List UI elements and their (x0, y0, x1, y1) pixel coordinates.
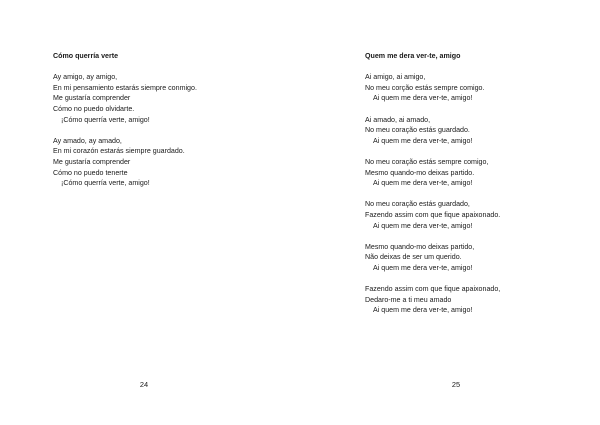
refrain-line: Ai quem me dera ver-te, amigo! (373, 306, 473, 315)
page-number: 25 (451, 380, 461, 389)
verse-line: Ai amado, ai amado, (365, 115, 431, 124)
poem-title: Cómo querría verte (53, 52, 119, 60)
verse-line: En mi pensamiento estarás siempre conmigo. (53, 83, 197, 92)
verse-line: Mesmo quando-mo deixas partido. (365, 168, 475, 177)
verse-line: No meu corção estás sempre comigo. (365, 83, 485, 92)
stanza (365, 284, 500, 316)
verse-line: No meu coração estás guardado, (365, 200, 470, 209)
refrain-line: Ai quem me dera ver-te, amigo! (373, 179, 473, 188)
poem-left (53, 51, 197, 199)
verse-line: Cómo no puedo tenerte (53, 168, 128, 177)
verse-line: En mi corazón estarás siempre guardado. (53, 147, 185, 156)
stanza (365, 72, 500, 104)
refrain-line: Ai quem me dera ver-te, amigo! (373, 263, 473, 272)
stanza (53, 136, 197, 189)
stanza (365, 242, 500, 274)
stanza (365, 115, 500, 147)
refrain-line: Ai quem me dera ver-te, amigo! (373, 136, 473, 145)
verse-line: Fazendo assim com que fique apaixonado. (365, 210, 501, 219)
right-page (300, 0, 600, 425)
refrain-line: ¡Cómo querría verte, amigo! (61, 115, 150, 124)
verse-line: Ay amado, ay amado, (53, 136, 122, 145)
verse-line: No meu coração estás guardado. (365, 126, 470, 135)
verse-line: No meu coração estás sempre comigo, (365, 157, 489, 166)
stanza (365, 199, 500, 231)
stanza (53, 72, 197, 125)
page-number: 24 (139, 380, 149, 389)
refrain-line: Ai quem me dera ver-te, amigo! (373, 221, 473, 230)
poem-title: Quem me dera ver-te, amigo (365, 52, 461, 60)
refrain-line: Ai quem me dera ver-te, amigo! (373, 94, 473, 103)
verse-line: Ay amigo, ay amigo, (53, 73, 118, 82)
verse-line: Me gustaría comprender (53, 94, 131, 103)
verse-line: Dedaro-me a ti meu amado (365, 295, 452, 304)
verse-line: Me gustaría comprender (53, 157, 131, 166)
stanza (365, 157, 500, 189)
verse-line: Mesmo quando-mo deixas partido, (365, 242, 475, 251)
verse-line: Fazendo assim com que fique apaixonado, (365, 285, 501, 294)
stanza-list (53, 72, 197, 189)
stanza-list (365, 72, 500, 316)
verse-line: Cómo no puedo olvidarte. (53, 104, 135, 113)
poem-right (365, 51, 500, 326)
refrain-line: ¡Cómo querría verte, amigo! (61, 179, 150, 188)
verse-line: Ai amigo, ai amigo, (365, 73, 426, 82)
verse-line: Não deixas de ser um querido. (365, 253, 462, 262)
